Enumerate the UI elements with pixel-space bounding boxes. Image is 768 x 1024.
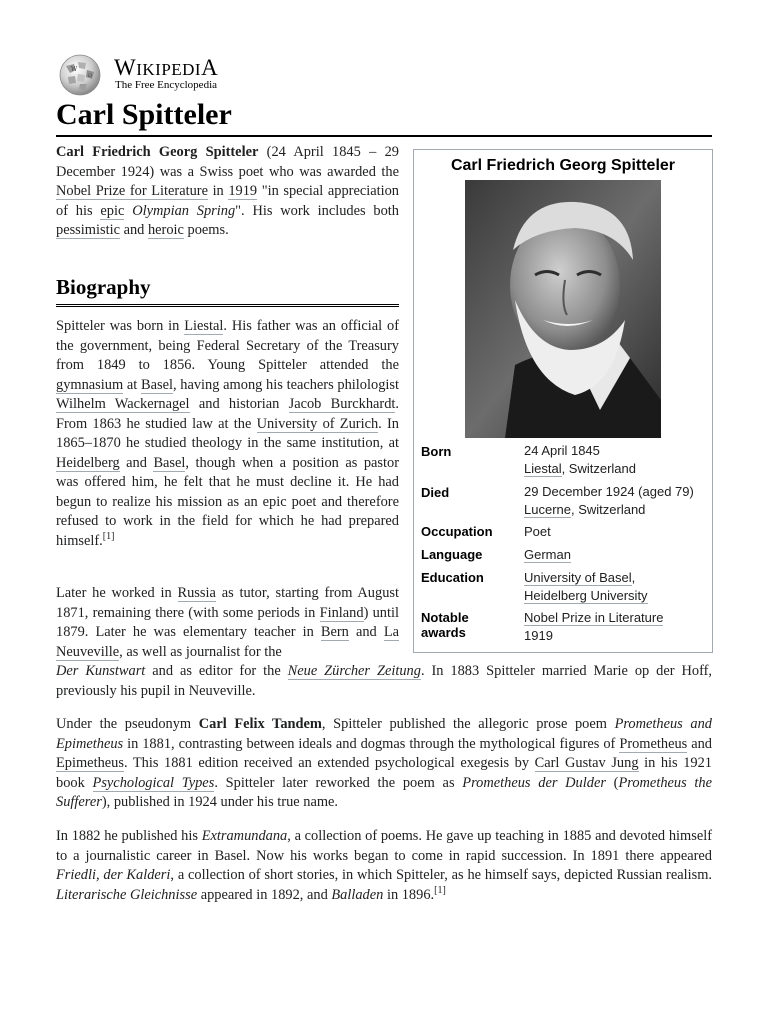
infobox-value-education: University of Basel, Heidelberg University xyxy=(524,570,648,603)
biography-paragraph-4: In 1882 he published his Extramundana, a collection of poems. He gave up teaching in 1885 and devoted himself to a journalistic career in Basel. Now his works began to come in rapid succession. In 1891 there appeared Friedli, der Kalderi, a collection of short stories, in which Spitteler, as he himself says, depicted Russian realism. Literarische Gleichnisse appeared in 1892, and Balladen in 1896.[1] xyxy=(56,828,712,903)
biography-paragraph-2-bottom: Der Kunstwart and as editor for the Neue Zürcher Zeitung. In 1883 Spitteler married Marie op der Hoff, previously his pupil in Neuveville. xyxy=(56,663,712,699)
reference-link-1b[interactable]: [1] xyxy=(434,884,446,896)
link-basel-2[interactable]: Basel xyxy=(153,454,186,471)
link-heidelberg-university[interactable]: Heidelberg University xyxy=(524,588,648,603)
svg-text:W: W xyxy=(71,66,78,73)
link-heroic[interactable]: heroic xyxy=(147,222,184,238)
link-epimetheus[interactable]: Epimetheus xyxy=(56,755,124,771)
link-wilhelm-wackernagel[interactable]: Wilhelm Wackernagel xyxy=(56,396,190,412)
biography-paragraph-3: Under the pseudonym Carl Felix Tandem, Spitteler published the allegoric prose poem Prometheus and Epimetheus in 1881, contrasting between ideals and dogmas through the mythological figures of Prometheus and Epimetheus. This 1881 edition received an extended psychological exegesis by Carl Gustav Jung in his 1921 book Psychological Types. Spitteler later reworked the poem as Prometheus der Dulder (Prometheus the Sufferer), published in 1924 under his true name. xyxy=(56,716,713,810)
infobox-label-language: Language xyxy=(421,547,483,562)
portrait-photo[interactable] xyxy=(465,180,661,438)
link-russia[interactable]: Russia xyxy=(177,585,216,601)
link-german[interactable]: German xyxy=(524,547,571,562)
link-carl-gustav-jung[interactable]: Carl Gustav Jung xyxy=(534,755,639,771)
link-university-of-basel[interactable]: University of Basel xyxy=(524,570,632,585)
wikipedia-globe-icon xyxy=(56,54,104,96)
link-gymnasium[interactable]: gymnasium xyxy=(56,376,124,393)
infobox-label-education: Education xyxy=(421,570,484,585)
link-heidelberg[interactable]: Heidelberg xyxy=(56,454,120,471)
link-nobel-prize-literature-infobox[interactable]: Nobel Prize in Literature xyxy=(524,610,664,625)
link-basel[interactable]: Basel xyxy=(140,376,173,393)
link-epic[interactable]: epic xyxy=(100,202,125,219)
link-nobel-prize[interactable]: Nobel Prize for Literature xyxy=(56,183,208,199)
link-neue-zurcher-zeitung[interactable]: Neue Zürcher Zeitung xyxy=(287,663,421,679)
wikipedia-logo[interactable] xyxy=(56,52,256,98)
link-liestal-infobox[interactable]: Liestal xyxy=(524,461,562,476)
link-lucerne[interactable]: Lucerne xyxy=(524,502,571,517)
biography-paragraph-2-top: Later he worked in Russia as tutor, starting from August 1871, remaining there (with some periods in Finland) until 1879. Later he was elementary teacher in Bern and La Neuveville, as well as journalist for the xyxy=(56,585,399,660)
infobox-value-awards: Nobel Prize in Literature 1919 xyxy=(524,610,664,643)
link-1919[interactable]: 1919 xyxy=(228,183,258,199)
intro-paragraph: Carl Friedrich Georg Spitteler (24 April 1845 – 29 December 1924) was a Swiss poet who was awarded the Nobel Prize for Literature in 1919 "in special appreciation of his epic Olympian Spring". His work includes both pessimistic and heroic poems. xyxy=(56,144,399,238)
infobox-value-occupation: Poet xyxy=(524,524,551,539)
link-prometheus[interactable]: Prometheus xyxy=(619,735,688,752)
infobox-title: Carl Friedrich Georg Spitteler xyxy=(450,157,676,174)
link-jacob-burckhardt[interactable]: Jacob Burckhardt xyxy=(288,396,396,412)
infobox-value-died: 29 December 1924 (aged 79) Lucerne, Switzerland xyxy=(524,484,694,517)
reference-link-1[interactable]: [1] xyxy=(102,530,115,542)
link-university-of-zurich[interactable]: University of Zurich xyxy=(256,415,379,432)
wikipedia-wordmark: WIKIPEDIA xyxy=(114,55,219,80)
link-finland[interactable]: Finland xyxy=(319,604,364,621)
biography-paragraph-1: Spitteler was born in Liestal. His father was an official of the government, being Federal Secretary of the Treasury from 1849 to 1856. Young Spitteler attended the gymnasium at Basel, having among his teachers philologist Wilhelm Wackernagel and historian Jacob Burckhardt. From 1863 he studied law at the University of Zurich. In 1865–1870 he studied theology in the same institution, at Heidelberg and Basel, though when a position as pastor was offered him, he felt that he must decline it. He had begun to realize his mission as an epic poet and therefore refused to work in the field for which he had prepared himself.[1] xyxy=(56,318,400,549)
link-bern[interactable]: Bern xyxy=(320,624,349,640)
subject-name: Carl Friedrich Georg Spitteler xyxy=(56,144,259,160)
link-psychological-types[interactable]: Psychological Types xyxy=(92,774,215,791)
link-pessimistic[interactable]: pessimistic xyxy=(56,222,120,238)
link-liestal[interactable]: Liestal xyxy=(184,318,224,334)
infobox xyxy=(413,149,713,653)
page-title: Carl Spitteler xyxy=(56,96,712,137)
infobox-value-language xyxy=(524,546,571,564)
infobox-value-born: 24 April 1845 Liestal, Switzerland xyxy=(524,443,636,476)
wikipedia-tagline: The Free Encyclopedia xyxy=(115,79,218,91)
section-heading-biography: Biography xyxy=(56,272,399,307)
infobox-label-born: Born xyxy=(421,444,452,459)
link-la-neuveville[interactable]: La Neuveville xyxy=(56,624,399,660)
infobox-label-occupation: Occupation xyxy=(421,524,493,539)
infobox-label-died: Died xyxy=(421,485,450,500)
infobox-label-awards: Notable awards xyxy=(421,610,469,640)
svg-text:Ω: Ω xyxy=(88,73,93,79)
